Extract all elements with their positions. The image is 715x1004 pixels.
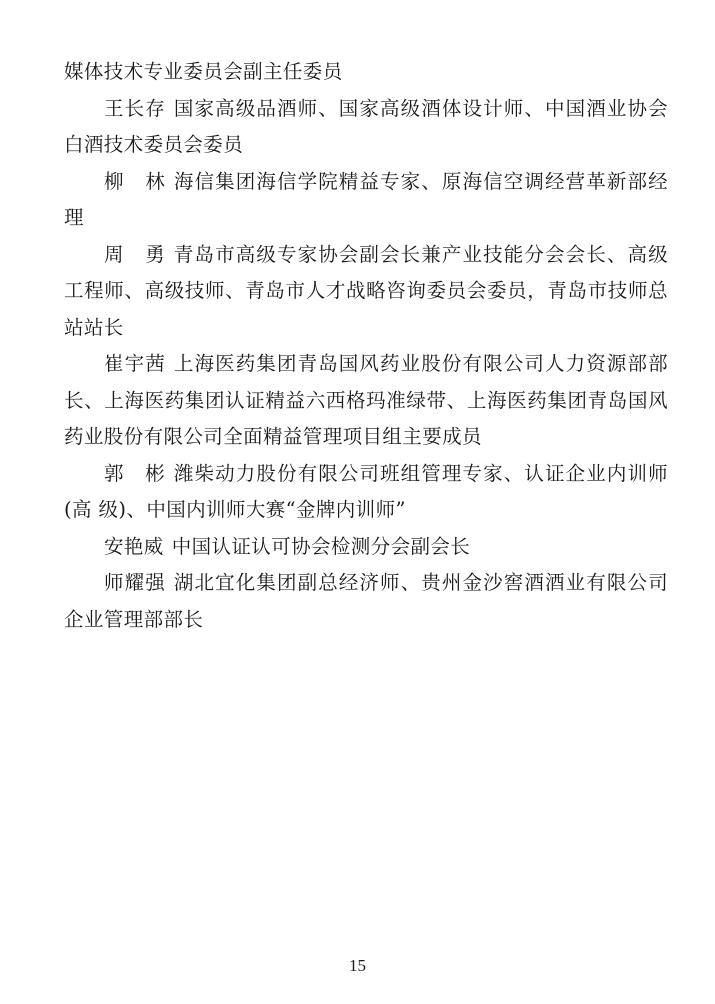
member-name: 郭 彬 [104,461,166,485]
member-entry [64,565,668,638]
member-name: 崔宇茜 [104,352,166,375]
member-name: 师耀强 [104,571,166,594]
member-description: 中国认证认可协会检测分会副会长 [171,534,471,558]
member-description: 海信集团海信学院精益专家、原海信空调经营革新部经理 [64,169,668,229]
member-entry [64,237,668,347]
intro-line: 媒体技术专业委员会副主任委员 [64,60,343,83]
member-entry [64,91,668,164]
member-entry [64,456,668,529]
member-name: 柳 林 [104,169,166,193]
member-name: 王长存 [104,96,166,120]
page-number: 15 [349,956,366,975]
member-name: 安艳威 [104,534,164,558]
member-description: 国家高级品酒师、国家高级酒体设计师、中国酒业协会白酒技术委员会委员 [64,96,668,156]
member-entry [64,529,668,566]
member-description: 上海医药集团青岛国风药业股份有限公司人力资源部部长、上海医药集团认证精益六西格玛准绿带、上海医药集团青岛国风药业股份有限公司全面精益管理项目组主要成员 [64,352,668,448]
member-description: 湖北宜化集团副总经济师、贵州金沙窖酒酒业有限公司企业管理部部长 [64,571,668,631]
member-description: 潍柴动力股份有限公司班组管理专家、认证企业内训师(高 级)、中国内训师大赛“金牌内训师” [64,461,668,521]
member-description: 青岛市高级专家协会副会长兼产业技能分会会长、高级工程师、高级技师、青岛市人才战略咨询委员会委员，青岛市技师总站站长 [64,242,668,339]
member-entry [64,164,668,237]
member-entry [64,346,668,456]
document-page [64,54,668,638]
member-name: 周 勇 [104,242,166,266]
